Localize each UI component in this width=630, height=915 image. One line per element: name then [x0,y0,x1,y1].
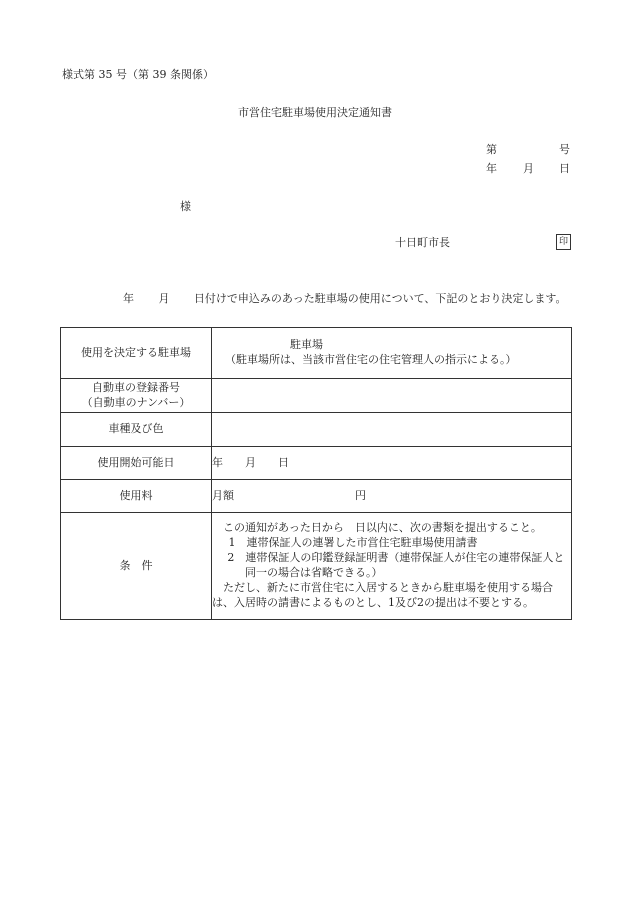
vehicle-label: 車種及び色 [61,413,212,447]
decision-table [60,327,572,620]
intro-year: 年 [122,292,134,305]
parking-line2: （駐車場所は、当該市営住宅の住宅管理人の指示による。） [225,353,517,366]
conditions-note: ただし、新たに市営住宅に入居するときから駐車場を使用する場合は、入居時の請書によるものとし、1及び2の提出は不要とする。 [212,580,553,609]
conditions-label: 条 件 [61,513,212,620]
form-number: 様式第 35 号（第 39 条関係） [62,68,214,81]
fee-label: 使用料 [61,480,212,513]
registration-label-line1: 自動車の登録番号 [92,380,180,394]
intro-text: 日付けで申込みのあった駐車場の使用について、下記のとおり決定します。 [193,292,567,305]
conditions-value [212,513,572,620]
table-row [61,480,572,513]
notice-number-prefix: 第 [486,143,497,156]
conditions-item1: 1 連帯保証人の連署した市営住宅駐車場使用請書 [228,536,478,550]
fee-value: 月額 円 [212,480,572,513]
notice-date-month: 月 [523,162,534,175]
table-row [61,513,572,620]
seal-mark: 印 [556,234,571,250]
notice-date-year: 年 [486,162,497,175]
registration-label [61,379,212,413]
intro-paragraph [60,292,572,307]
registration-value [212,379,572,413]
table-row [61,447,572,480]
intro-month: 月 [158,292,170,305]
table-row [61,379,572,413]
document-title: 市営住宅駐車場使用決定通知書 [238,106,392,119]
table-row [61,328,572,379]
vehicle-value [212,413,572,447]
conditions-line1: この通知があった日から 日以内に、次の書類を提出すること。 [223,521,542,535]
addressee-honorific: 様 [180,200,191,213]
parking-value [212,328,572,379]
conditions-item2: 2 連帯保証人の印鑑登録証明書（連帯保証人が住宅の連帯保証人と同一の場合は省略できる。） [227,551,565,579]
parking-label: 使用を決定する駐車場 [61,328,212,379]
notice-number-suffix: 号 [559,143,570,156]
issuer-name: 十日町市長 [395,236,450,249]
start-date-label: 使用開始可能日 [61,447,212,480]
parking-line1: 駐車場 [290,338,323,352]
start-date-value: 年 月 日 [212,447,572,480]
registration-label-line2: （自動車のナンバー） [81,395,191,409]
table-row [61,413,572,447]
notice-date-day: 日 [559,162,570,175]
